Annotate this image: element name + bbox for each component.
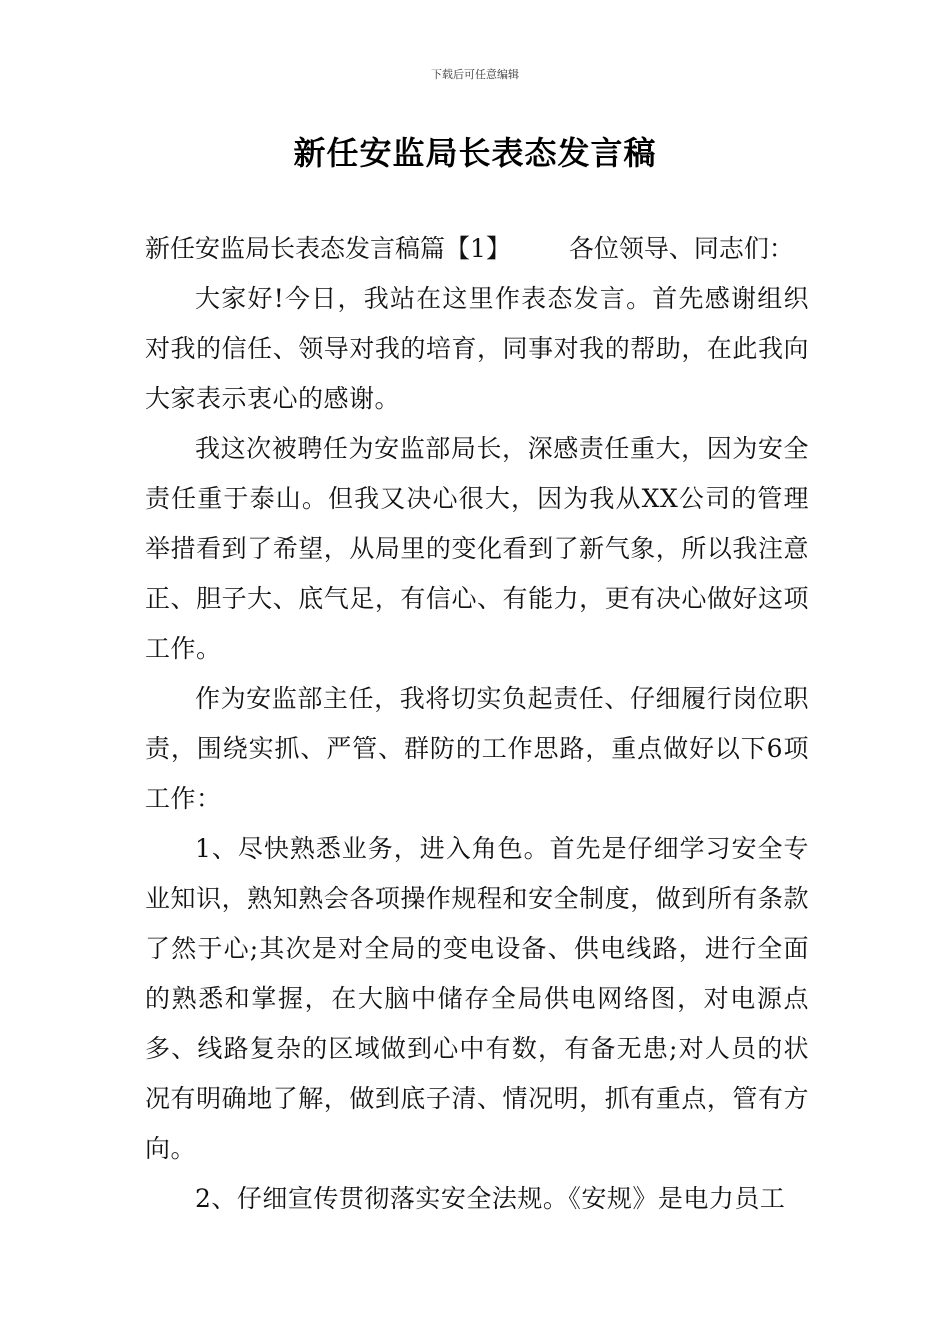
paragraph-5: 2、仔细宣传贯彻落实安全法规。《安规》是电力员工	[195, 1184, 786, 1213]
document-body	[145, 224, 809, 1224]
salutation: 各位领导、同志们：	[568, 234, 794, 263]
document-title: 新任安监局长表态发言稿	[293, 134, 657, 172]
paragraph-1: 大家好!今日，我站在这里作表态发言。首先感谢组织对我的信任、领导对我的培育，同事对我的帮助，在此我向大家表示衷心的感谢。	[145, 284, 809, 413]
section-heading: 新任安监局长表态发言稿篇【1】	[145, 234, 511, 263]
paragraph-3: 作为安监部主任，我将切实负起责任、仔细履行岗位职责，围绕实抓、严管、群防的工作思路，重点做好以下6项工作：	[145, 684, 809, 813]
paragraph-2: 我这次被聘任为安监部局长，深感责任重大，因为安全责任重于泰山。但我又决心很大，因为我从XX公司的管理举措看到了希望，从局里的变化看到了新气象，所以我注意正、胆子大、底气足，有信心、有能力，更有决心做好这项工作。	[145, 434, 809, 663]
section-heading-line	[145, 224, 809, 274]
page-header-note: 下载后可任意编辑	[431, 68, 519, 81]
paragraph-4: 1、尽快熟悉业务，进入角色。首先是仔细学习安全专业知识，熟知熟会各项操作规程和安全制度，做到所有条款了然于心;其次是对全局的变电设备、供电线路，进行全面的熟悉和掌握，在大脑中储存全局供电网络图，对电源点多、线路复杂的区域做到心中有数，有备无患;对人员的状况有明确地了解，做到底子清、情况明，抓有重点，管有方向。	[145, 834, 809, 1163]
